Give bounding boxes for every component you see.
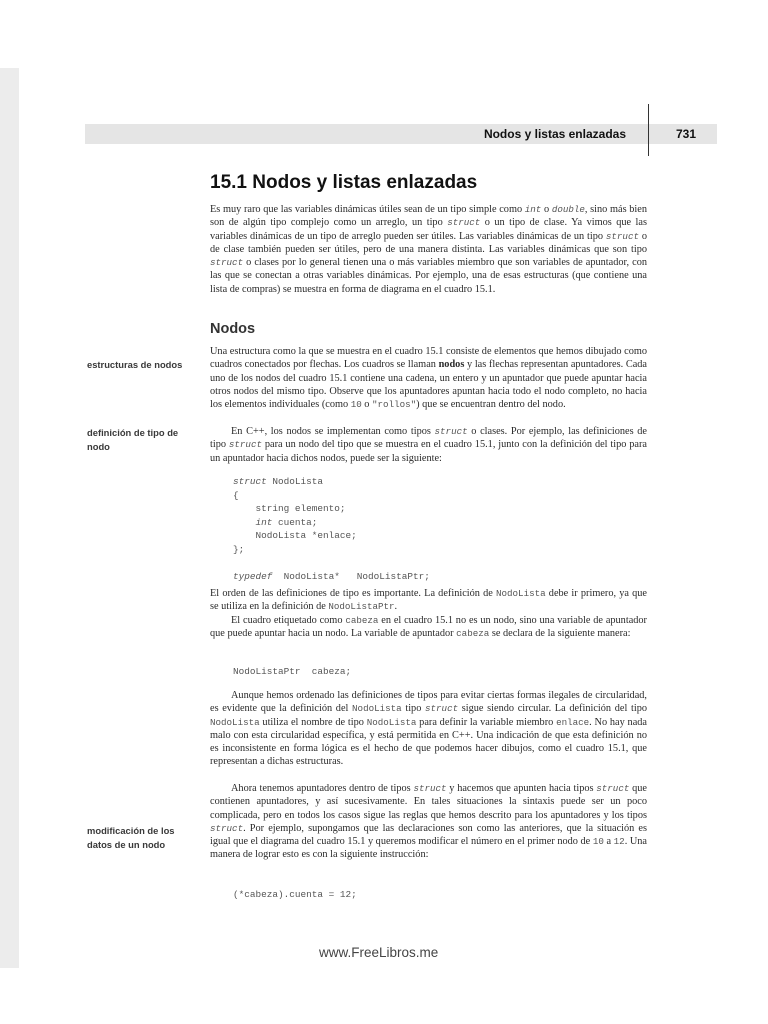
paragraph-cpp-nodes: En C++, los nodos se implementan como tipos struct o clases. Por ejemplo, las definiciones de tipo struct para un nodo del tipo que se muestra en el cuadro 15.1, junto con la definición del tipo para un apuntador hacia dichos nodos, puede ser la siguiente:: [210, 426, 647, 464]
running-header-title: Nodos y listas enlazadas: [483, 127, 626, 141]
section-title: 15.1 Nodos y listas enlazadas: [210, 172, 478, 193]
page-edge-strip: [0, 68, 19, 968]
header-divider: [648, 104, 649, 156]
code-block-head-declaration: NodoListaPtr cabeza;: [233, 666, 352, 677]
page-number: 731: [676, 127, 697, 141]
margin-note-modify-node-data: modificación de los datos de un nodo: [87, 825, 175, 850]
margin-note-node-structures: estructuras de nodos: [87, 359, 183, 370]
paragraph-head-pointer: El cuadro etiquetado como cabeza en el cuadro 15.1 no es un nodo, sino una variable de apuntador que puede apuntar hacia un nodo. La variable de apuntador cabeza se declara de la siguiente manera:: [210, 615, 647, 640]
code-block-struct-definition: struct NodoLista { string elemento; int cuenta; NodoLista *enlace; }; typedef NodoLista* NodoListaPtr;: [233, 476, 430, 583]
paragraph-intro: Es muy raro que las variables dinámicas útiles sean de un tipo simple como int o double, sino más bien son de algún tipo complejo como un arreglo, un tipo struct o un tipo de clase. Ya vimos que las variables dinámicas de un tipo de arreglo pueden ser útiles. Las variables dinámicas de un tipo struct o de clase también pueden ser útiles, pero de una manera distinta. Las variables dinámicas que son tipo struct o clases por lo general tienen una o más variables miembro que son variables de apuntador, con las que se conectan a otras variables dinámicas. Por ejemplo, una de esas estructuras (que contiene una lista de compras) se muestra en forma de diagrama en el cuadro 15.1.: [210, 204, 648, 295]
code-block-modify-count: (*cabeza).cuenta = 12;: [233, 889, 357, 900]
margin-note-node-type-definition: definición de tipo de nodo: [87, 427, 179, 452]
paragraph-pointer-syntax: Ahora tenemos apuntadores dentro de tipos struct y hacemos que apunten hacia tipos struct que contienen apuntadores, y así sucesivamente. En tales situaciones la sintaxis puede ser un poco complicada, pero en todos los casos sigue las reglas que hemos descrito para los apuntadores y los tipos struct. Por ejemplo, supongamos que las declaraciones son como las anteriores, que la situación es igual que el diagrama del cuadro 15.1 y queremos modificar el número en el primer nodo de 10 a 12. Una manera de lograr esto es con la siguiente instrucción:: [210, 783, 648, 861]
footer-website-link[interactable]: www.FreeLibros.me: [319, 945, 439, 960]
subsection-title: Nodos: [210, 321, 256, 337]
paragraph-nodes: Una estructura como la que se muestra en el cuadro 15.1 consiste de elementos que hemos dibujado como cuadros conectados por flechas. Los cuadros se llaman nodos y las flechas representan apuntadores. Cada uno de los nodos del cuadro 15.1 contiene una cadena, un entero y un apuntador que puede apuntar hacia otros nodos del mismo tipo. Observe que los apuntadores apuntan hacia todo el nodo completo, no hacia los elementos individuales (como 10 o "rollos") que se encuentran dentro del nodo.: [210, 346, 647, 411]
paragraph-circularity: Aunque hemos ordenado las definiciones de tipos para evitar ciertas formas ilegales de circularidad, es evidente que la definición del NodoLista tipo struct sigue siendo circular. La definición del tipo NodoLista utiliza el nombre de tipo NodoLista para definir la variable miembro enlace. No hay nada malo con esta circularidad específica, y está permitida en C++. Una indicación de que esta definición no es inconsistente en forma lógica es el hecho de que podemos hacer dibujos, como el cuadro 15.1, que representan a dichas estructuras.: [210, 690, 647, 768]
paragraph-definition-order: El orden de las definiciones de tipo es importante. La definición de NodoLista debe ir primero, ya que se utiliza en la definición de NodoListaPtr.: [210, 588, 647, 613]
